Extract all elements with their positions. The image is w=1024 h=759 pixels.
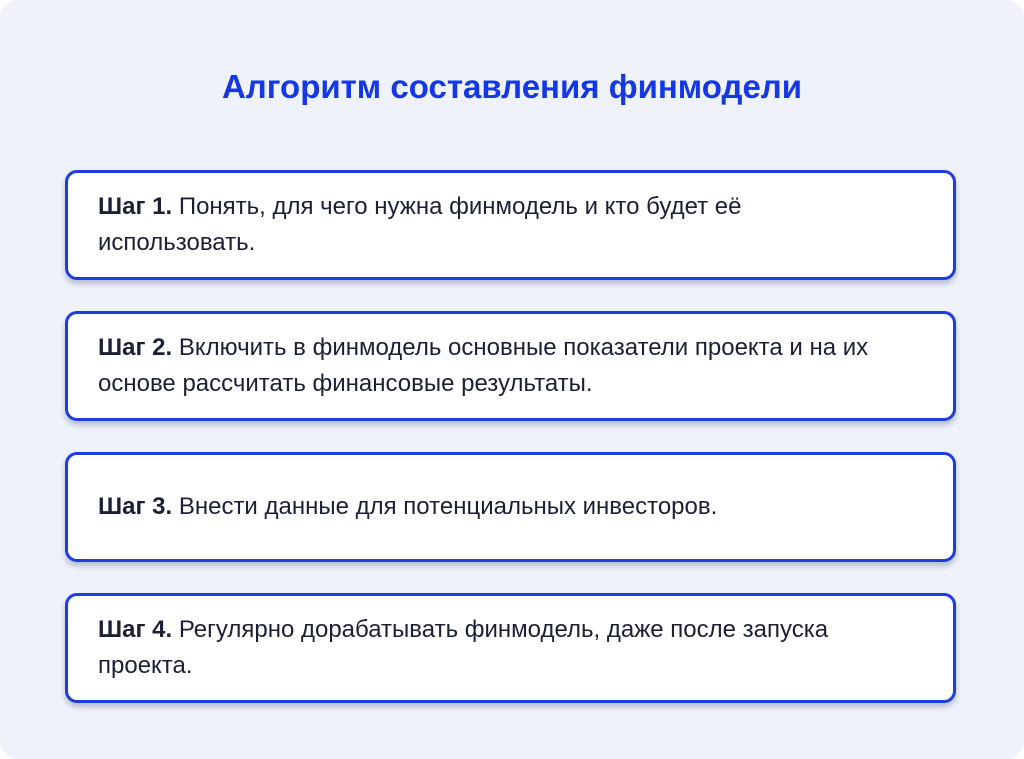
step-label: Шаг 1. xyxy=(98,193,173,220)
step-label: Шаг 3. xyxy=(98,493,173,520)
step-card-4 xyxy=(65,593,956,703)
step-label: Шаг 4. xyxy=(98,616,173,643)
step-text: Понять, для чего нужна финмодель и кто будет её использовать. xyxy=(98,193,742,256)
step-text: Включить в финмодель основные показатели проекта и на их основе рассчитать финансовые результаты. xyxy=(98,334,869,397)
step-card-3 xyxy=(65,452,956,562)
step-text: Регулярно дорабатывать финмодель, даже после запуска проекта. xyxy=(98,616,829,679)
step-card-1 xyxy=(65,170,956,280)
page-title: Алгоритм составления финмодели xyxy=(221,68,803,105)
step-card-2 xyxy=(65,311,956,421)
step-text: Внести данные для потенциальных инвесторов. xyxy=(178,493,718,520)
step-label: Шаг 2. xyxy=(98,334,173,361)
